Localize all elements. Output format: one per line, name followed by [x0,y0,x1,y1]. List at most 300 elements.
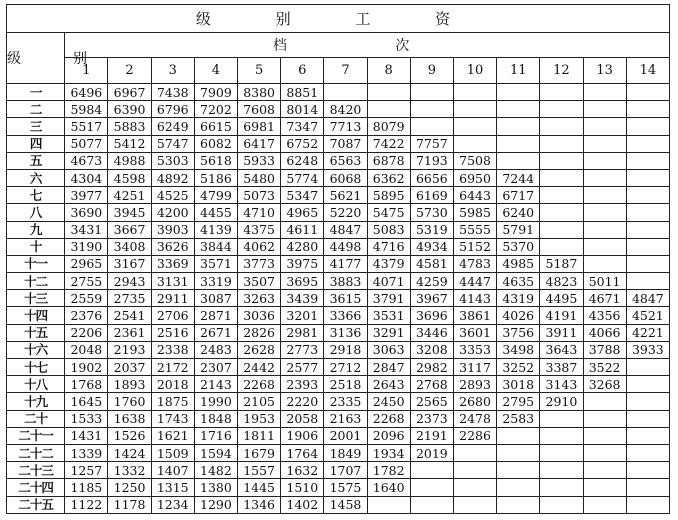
wage-cell: 2376 [65,307,108,324]
wage-cell: 2206 [65,324,108,341]
wage-cell: 3667 [108,221,151,238]
grade-number-4: 4 [194,58,237,84]
wage-cell: 3945 [108,204,151,221]
level-label: 十四 [7,307,65,324]
wage-cell: 1402 [281,496,324,513]
wage-cell: 6878 [367,152,410,169]
wage-cell: 3861 [453,307,496,324]
empty-cell [497,462,540,479]
wage-cell: 5083 [367,221,410,238]
empty-cell [626,204,669,221]
wage-cell: 6169 [410,187,453,204]
wage-cell: 3933 [626,341,669,358]
wage-cell: 5791 [497,221,540,238]
wage-cell: 4847 [324,221,367,238]
wage-cell: 4598 [108,169,151,186]
wage-cell: 3201 [281,307,324,324]
wage-cell: 2712 [324,359,367,376]
level-label: 十八 [7,376,65,393]
wage-cell: 2643 [367,376,410,393]
wage-cell: 5186 [194,169,237,186]
table-row [7,324,670,341]
wage-cell: 4823 [540,273,583,290]
empty-cell [583,462,626,479]
wage-cell: 8014 [281,101,324,118]
grade-number-11: 11 [497,58,540,84]
empty-cell [626,238,669,255]
wage-cell: 2735 [108,290,151,307]
empty-cell [583,204,626,221]
wage-cell: 7909 [194,84,237,101]
wage-cell: 1510 [281,479,324,496]
wage-cell: 2583 [497,410,540,427]
empty-cell [497,118,540,135]
wage-cell: 7244 [497,169,540,186]
level-label: 二 [7,101,65,118]
wage-cell: 3690 [65,204,108,221]
wage-cell: 1679 [238,444,281,461]
wage-cell: 3353 [453,341,496,358]
empty-cell [540,410,583,427]
wage-cell: 3498 [497,341,540,358]
wage-cell: 1621 [151,427,194,444]
wage-cell: 3117 [453,359,496,376]
wage-cell: 4200 [151,204,194,221]
level-label: 十七 [7,359,65,376]
table-row [7,118,670,135]
wage-cell: 4965 [281,204,324,221]
empty-cell [453,462,496,479]
wage-cell: 7193 [410,152,453,169]
wage-cell: 2286 [453,427,496,444]
empty-cell [583,84,626,101]
wage-cell: 5011 [583,273,626,290]
wage-cell: 1990 [194,393,237,410]
wage-cell: 2516 [151,324,194,341]
wage-cell: 3263 [238,290,281,307]
empty-cell [497,135,540,152]
grade-header: 档 次 [65,33,670,58]
wage-cell: 1290 [194,496,237,513]
table-row [7,273,670,290]
wage-cell: 4498 [324,238,367,255]
wage-cell: 4251 [108,187,151,204]
empty-cell [410,101,453,118]
wage-cell: 6362 [367,169,410,186]
wage-table [6,4,670,514]
empty-cell [583,238,626,255]
empty-cell [540,101,583,118]
empty-cell [626,135,669,152]
wage-cell: 1716 [194,427,237,444]
wage-cell: 4177 [324,255,367,272]
wage-cell: 2096 [367,427,410,444]
wage-cell: 1178 [108,496,151,513]
wage-cell: 5618 [194,152,237,169]
wage-cell: 1234 [151,496,194,513]
wage-cell: 4716 [367,238,410,255]
wage-cell: 3369 [151,255,194,272]
table-row [7,341,670,358]
wage-cell: 7202 [194,101,237,118]
wage-cell: 5412 [108,135,151,152]
wage-cell: 1185 [65,479,108,496]
level-label: 三 [7,118,65,135]
wage-cell: 1638 [108,410,151,427]
wage-cell: 3615 [324,290,367,307]
wage-cell: 3366 [324,307,367,324]
level-label: 二十 [7,410,65,427]
table-row [7,204,670,221]
wage-cell: 2220 [281,393,324,410]
wage-cell: 3387 [540,359,583,376]
wage-cell: 2577 [281,359,324,376]
wage-cell: 4071 [367,273,410,290]
wage-cell: 1934 [367,444,410,461]
empty-cell [540,496,583,513]
empty-cell [410,118,453,135]
wage-cell: 1902 [65,359,108,376]
level-column-header: 级别 [7,33,65,84]
wage-cell: 2268 [367,410,410,427]
wage-cell: 5895 [367,187,410,204]
wage-cell: 3911 [540,324,583,341]
wage-cell: 1768 [65,376,108,393]
empty-cell [583,479,626,496]
wage-cell: 2361 [108,324,151,341]
wage-cell: 1875 [151,393,194,410]
wage-cell: 7508 [453,152,496,169]
empty-cell [626,479,669,496]
wage-cell: 1575 [324,479,367,496]
wage-cell: 4783 [453,255,496,272]
wage-cell: 1782 [367,462,410,479]
wage-cell: 4671 [583,290,626,307]
wage-cell: 4375 [238,221,281,238]
table-row [7,427,670,444]
empty-cell [583,393,626,410]
empty-cell [367,496,410,513]
level-label: 二十二 [7,444,65,461]
wage-cell: 1594 [194,444,237,461]
wage-cell: 4525 [151,187,194,204]
wage-cell: 4934 [410,238,453,255]
wage-cell: 7087 [324,135,367,152]
level-label: 二十四 [7,479,65,496]
wage-cell: 2001 [324,427,367,444]
wage-cell: 1764 [281,444,324,461]
wage-cell: 3190 [65,238,108,255]
wage-cell: 5303 [151,152,194,169]
empty-cell [583,427,626,444]
wage-cell: 5152 [453,238,496,255]
wage-cell: 1458 [324,496,367,513]
table-row [7,255,670,272]
wage-cell: 3788 [583,341,626,358]
wage-cell: 7713 [324,118,367,135]
wage-cell: 6656 [410,169,453,186]
wage-cell: 1445 [238,479,281,496]
wage-cell: 6249 [151,118,194,135]
level-label: 八 [7,204,65,221]
wage-cell: 1482 [194,462,237,479]
wage-cell: 6417 [238,135,281,152]
wage-cell: 8420 [324,101,367,118]
grade-number-13: 13 [583,58,626,84]
wage-cell: 6796 [151,101,194,118]
wage-cell: 3268 [583,376,626,393]
wage-cell: 2768 [410,376,453,393]
wage-cell: 6082 [194,135,237,152]
wage-cell: 7757 [410,135,453,152]
wage-cell: 2019 [410,444,453,461]
wage-cell: 1526 [108,427,151,444]
table-row [7,152,670,169]
level-label: 二十一 [7,427,65,444]
empty-cell [626,255,669,272]
level-label: 十二 [7,273,65,290]
wage-cell: 2541 [108,307,151,324]
wage-cell: 2172 [151,359,194,376]
wage-cell: 7422 [367,135,410,152]
table-row [7,290,670,307]
wage-cell: 4799 [194,187,237,204]
wage-cell: 4304 [65,169,108,186]
wage-cell: 4611 [281,221,324,238]
grade-header-row [7,33,670,58]
table-row [7,393,670,410]
level-label: 四 [7,135,65,152]
empty-cell [583,221,626,238]
grade-number-10: 10 [453,58,496,84]
wage-cell: 1707 [324,462,367,479]
wage-cell: 3643 [540,341,583,358]
wage-cell: 2893 [453,376,496,393]
empty-cell [583,496,626,513]
empty-cell [540,204,583,221]
empty-cell [367,101,410,118]
wage-cell: 1640 [367,479,410,496]
empty-cell [626,169,669,186]
wage-cell: 2268 [238,376,281,393]
empty-cell [540,462,583,479]
table-row [7,376,670,393]
wage-cell: 1811 [238,427,281,444]
wage-cell: 3977 [65,187,108,204]
empty-cell [540,118,583,135]
wage-cell: 3319 [194,273,237,290]
wage-cell: 2373 [410,410,453,427]
wage-cell: 3087 [194,290,237,307]
empty-cell [583,101,626,118]
wage-cell: 1407 [151,462,194,479]
table-row [7,462,670,479]
wage-cell: 2442 [238,359,281,376]
wage-cell: 6240 [497,204,540,221]
wage-cell: 4143 [453,290,496,307]
wage-cell: 2307 [194,359,237,376]
wage-cell: 1315 [151,479,194,496]
wage-cell: 4635 [497,273,540,290]
empty-cell [583,410,626,427]
wage-cell: 3167 [108,255,151,272]
grade-number-7: 7 [324,58,367,84]
wage-cell: 7608 [238,101,281,118]
empty-cell [626,410,669,427]
table-row [7,221,670,238]
empty-cell [540,427,583,444]
empty-cell [410,496,453,513]
empty-cell [583,444,626,461]
empty-cell [453,444,496,461]
wage-cell: 1122 [65,496,108,513]
empty-cell [626,152,669,169]
wage-cell: 2048 [65,341,108,358]
table-row [7,307,670,324]
wage-cell: 2910 [540,393,583,410]
empty-cell [497,84,540,101]
empty-cell [626,221,669,238]
level-label: 九 [7,221,65,238]
empty-cell [497,152,540,169]
wage-cell: 2918 [324,341,367,358]
wage-cell: 3136 [324,324,367,341]
wage-cell: 3756 [497,324,540,341]
wage-cell: 4356 [583,307,626,324]
wage-cell: 5730 [410,204,453,221]
wage-cell: 2680 [453,393,496,410]
wage-cell: 3291 [367,324,410,341]
wage-cell: 2483 [194,341,237,358]
wage-cell: 2706 [151,307,194,324]
wage-cell: 1533 [65,410,108,427]
empty-cell [626,376,669,393]
wage-cell: 1953 [238,410,281,427]
wage-cell: 4581 [410,255,453,272]
empty-cell [583,187,626,204]
wage-cell: 3446 [410,324,453,341]
wage-cell: 4319 [497,290,540,307]
wage-cell: 1332 [108,462,151,479]
wage-cell: 5883 [108,118,151,135]
wage-cell: 4495 [540,290,583,307]
wage-cell: 6563 [324,152,367,169]
table-row [7,410,670,427]
wage-cell: 3431 [65,221,108,238]
wage-cell: 1257 [65,462,108,479]
wage-cell: 6248 [281,152,324,169]
wage-cell: 4379 [367,255,410,272]
wage-cell: 4892 [151,169,194,186]
level-label: 十九 [7,393,65,410]
empty-cell [583,135,626,152]
empty-cell [410,84,453,101]
wage-cell: 2018 [151,376,194,393]
table-row [7,187,670,204]
grade-number-6: 6 [281,58,324,84]
empty-cell [626,496,669,513]
wage-cell: 4139 [194,221,237,238]
wage-cell: 5347 [281,187,324,204]
wage-cell: 4447 [453,273,496,290]
table-row [7,238,670,255]
wage-cell: 2795 [497,393,540,410]
wage-cell: 1380 [194,479,237,496]
empty-cell [453,118,496,135]
wage-cell: 8079 [367,118,410,135]
grade-number-2: 2 [108,58,151,84]
wage-cell: 4221 [626,324,669,341]
wage-cell: 6752 [281,135,324,152]
wage-cell: 2871 [194,307,237,324]
wage-cell: 2981 [281,324,324,341]
empty-cell [540,84,583,101]
wage-cell: 3601 [453,324,496,341]
wage-cell: 5621 [324,187,367,204]
wage-cell: 8851 [281,84,324,101]
wage-cell: 4847 [626,290,669,307]
wage-cell: 1906 [281,427,324,444]
empty-cell [626,462,669,479]
empty-cell [583,118,626,135]
empty-cell [540,221,583,238]
wage-cell: 2058 [281,410,324,427]
wage-cell: 1849 [324,444,367,461]
empty-cell [626,359,669,376]
wage-cell: 3063 [367,341,410,358]
empty-cell [626,84,669,101]
empty-cell [324,84,367,101]
grade-number-9: 9 [410,58,453,84]
table-title: 级 别 工 资 [7,5,670,33]
wage-cell: 3507 [238,273,281,290]
wage-cell: 6950 [453,169,496,186]
wage-cell: 4066 [583,324,626,341]
wage-cell: 3036 [238,307,281,324]
wage-cell: 2826 [238,324,281,341]
wage-cell: 1632 [281,462,324,479]
wage-cell: 2105 [238,393,281,410]
empty-cell [497,479,540,496]
empty-cell [540,479,583,496]
empty-cell [453,135,496,152]
wage-cell: 1346 [238,496,281,513]
wage-cell: 5187 [540,255,583,272]
wage-cell: 2565 [410,393,453,410]
wage-cell: 5077 [65,135,108,152]
table-row [7,479,670,496]
empty-cell [453,496,496,513]
wage-cell: 6967 [108,84,151,101]
empty-cell [540,238,583,255]
wage-cell: 3903 [151,221,194,238]
wage-cell: 3439 [281,290,324,307]
wage-cell: 2518 [324,376,367,393]
wage-cell: 2143 [194,376,237,393]
wage-cell: 2193 [108,341,151,358]
grade-number-8: 8 [367,58,410,84]
grade-number-5: 5 [238,58,281,84]
wage-cell: 3883 [324,273,367,290]
wage-cell: 4026 [497,307,540,324]
wage-cell: 2450 [367,393,410,410]
empty-cell [540,187,583,204]
wage-cell: 2338 [151,341,194,358]
level-label: 一 [7,84,65,101]
empty-cell [410,479,453,496]
wage-cell: 5073 [238,187,281,204]
level-label: 十一 [7,255,65,272]
